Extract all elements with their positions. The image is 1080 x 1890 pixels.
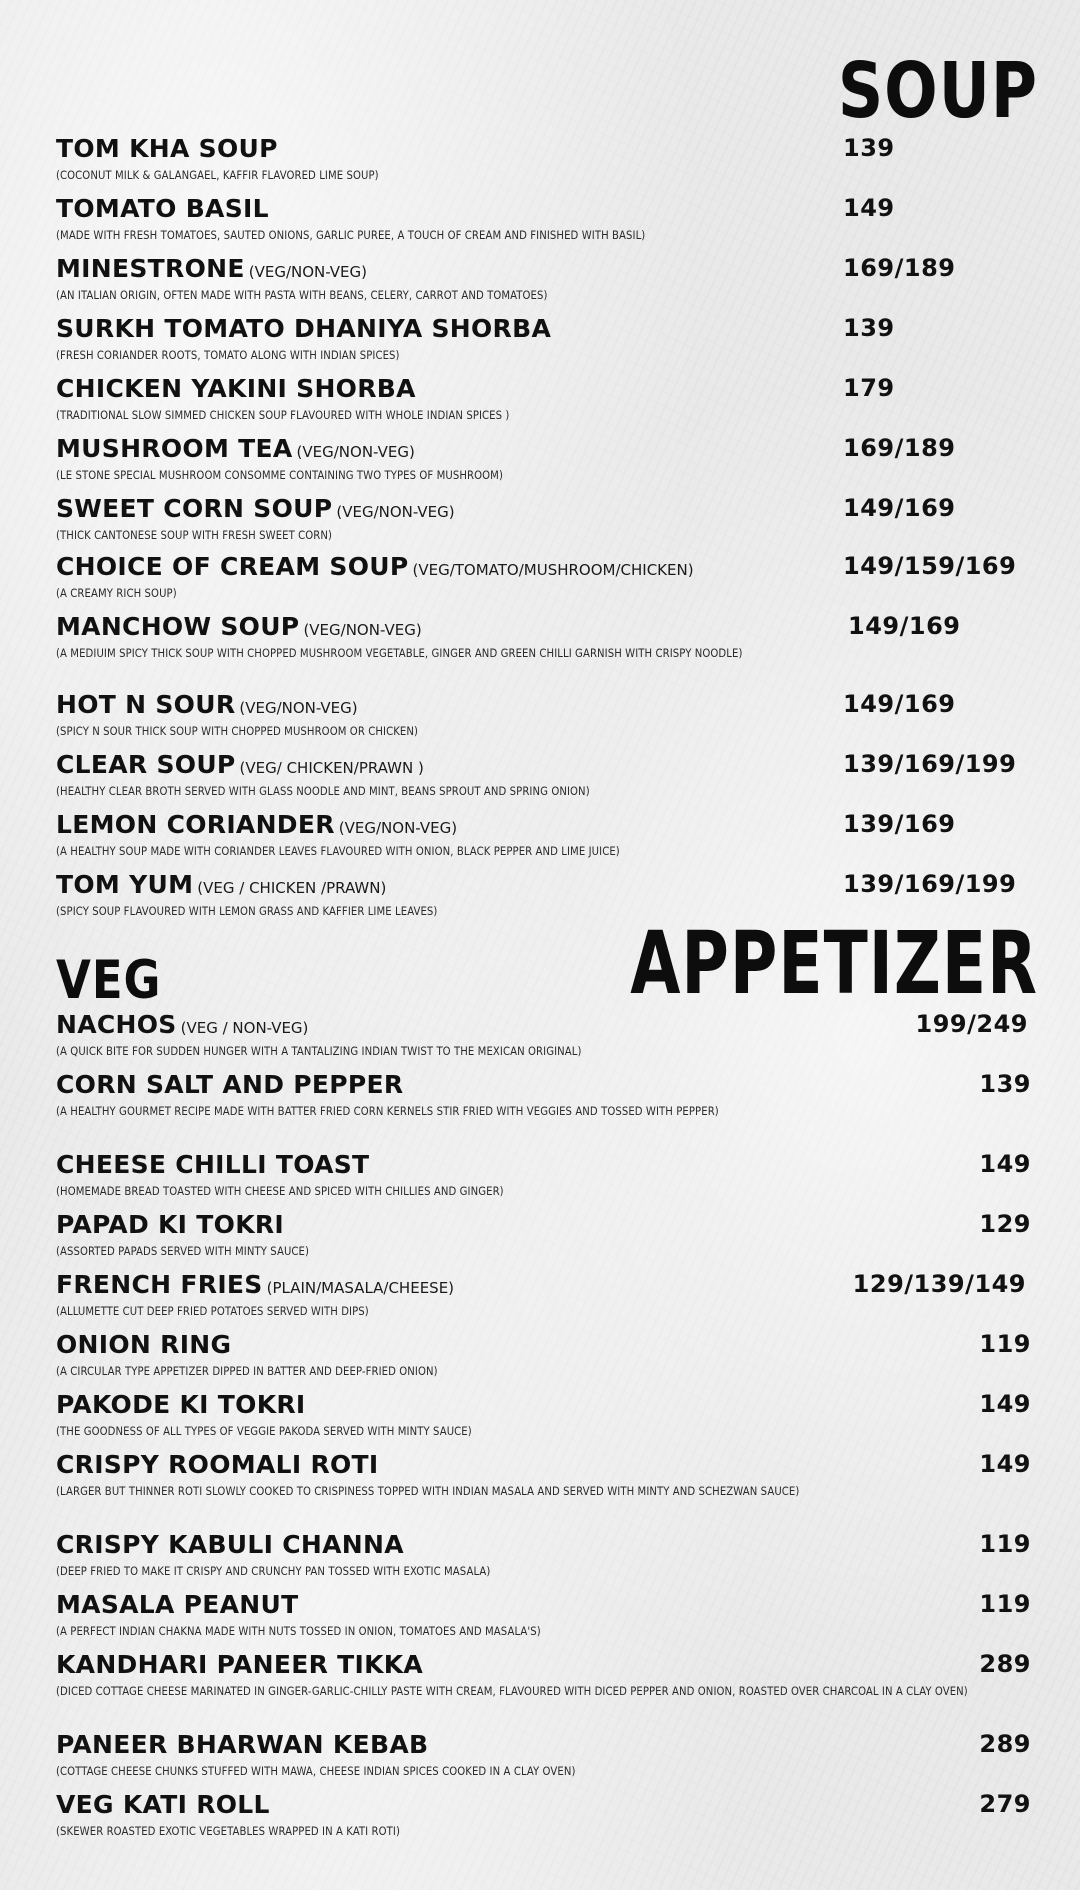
item-description: (A MEDIUIM SPICY THICK SOUP WITH CHOPPED MUSHROOM VEGETABLE, GINGER AND GREEN CHILLI GARNISH WITH CRISPY NOODLE) bbox=[56, 647, 743, 660]
item-description: (A CREAMY RICH SOUP) bbox=[56, 587, 177, 600]
menu-item bbox=[56, 494, 1036, 544]
item-price: 139 bbox=[843, 134, 895, 162]
item-description: (SPICY SOUP FLAVOURED WITH LEMON GRASS AND KAFFIER LIME LEAVES) bbox=[56, 905, 438, 918]
item-variant: (VEG / CHICKEN /PRAWN) bbox=[197, 879, 387, 897]
item-variant: (VEG/NON-VEG) bbox=[239, 699, 358, 717]
item-description: (A CIRCULAR TYPE APPETIZER DIPPED IN BATTER AND DEEP-FRIED ONION) bbox=[56, 1365, 438, 1378]
item-description: (THICK CANTONESE SOUP WITH FRESH SWEET CORN) bbox=[56, 529, 333, 542]
item-variant: (VEG/NON-VEG) bbox=[336, 503, 455, 521]
menu-item bbox=[56, 1330, 1036, 1380]
item-name: PAKODE KI TOKRI bbox=[56, 1390, 306, 1419]
item-name: MASALA PEANUT bbox=[56, 1590, 299, 1619]
item-price: 129 bbox=[979, 1210, 1031, 1238]
item-price: 149 bbox=[979, 1390, 1031, 1418]
item-variant: (PLAIN/MASALA/CHEESE) bbox=[266, 1279, 455, 1297]
item-name: CHOICE OF CREAM SOUP bbox=[56, 552, 409, 581]
item-price: 149/159/169 bbox=[843, 552, 1017, 580]
item-price: 199/249 bbox=[915, 1010, 1028, 1038]
item-description: (ASSORTED PAPADS SERVED WITH MINTY SAUCE) bbox=[56, 1245, 310, 1258]
item-name: NACHOS bbox=[56, 1010, 177, 1039]
item-name: MUSHROOM TEA bbox=[56, 434, 293, 463]
item-name: CRISPY KABULI CHANNA bbox=[56, 1530, 404, 1559]
menu-item bbox=[56, 1270, 1036, 1320]
menu-item bbox=[56, 1390, 1036, 1440]
item-price: 179 bbox=[843, 374, 895, 402]
item-name: CHICKEN YAKINI SHORBA bbox=[56, 374, 416, 403]
item-price: 169/189 bbox=[843, 254, 956, 282]
menu-item bbox=[56, 870, 1036, 920]
item-description: (A HEALTHY GOURMET RECIPE MADE WITH BATTER FRIED CORN KERNELS STIR FRIED WITH VEGGIES AND TOSSED WITH PEPPER) bbox=[56, 1105, 719, 1118]
menu-item bbox=[56, 552, 1036, 602]
item-price: 139 bbox=[979, 1070, 1031, 1098]
item-description: (SKEWER ROASTED EXOTIC VEGETABLES WRAPPED IN A KATI ROTI) bbox=[56, 1825, 400, 1838]
item-price: 139/169 bbox=[843, 810, 956, 838]
menu-item bbox=[56, 374, 1036, 424]
item-description: (A PERFECT INDIAN CHAKNA MADE WITH NUTS TOSSED IN ONION, TOMATOES AND MASALA'S) bbox=[56, 1625, 541, 1638]
item-description: (AN ITALIAN ORIGIN, OFTEN MADE WITH PASTA WITH BEANS, CELERY, CARROT AND TOMATOES) bbox=[56, 289, 548, 302]
menu-item bbox=[56, 1590, 1036, 1640]
item-name: FRENCH FRIES bbox=[56, 1270, 263, 1299]
item-price: 139/169/199 bbox=[843, 750, 1017, 778]
item-name: CHEESE CHILLI TOAST bbox=[56, 1150, 370, 1179]
item-price: 169/189 bbox=[843, 434, 956, 462]
item-price: 139 bbox=[843, 314, 895, 342]
item-description: (TRADITIONAL SLOW SIMMED CHICKEN SOUP FLAVOURED WITH WHOLE INDIAN SPICES ) bbox=[56, 409, 510, 422]
menu-item bbox=[56, 1070, 1036, 1120]
item-variant: (VEG/NON-VEG) bbox=[248, 263, 368, 281]
item-price: 149/169 bbox=[843, 690, 956, 718]
veg-section-heading: VEG bbox=[56, 949, 162, 1011]
item-price: 119 bbox=[979, 1530, 1031, 1558]
item-description: (A HEALTHY SOUP MADE WITH CORIANDER LEAVES FLAVOURED WITH ONION, BLACK PEPPER AND LIME JUICE) bbox=[56, 845, 620, 858]
item-price: 289 bbox=[979, 1730, 1031, 1758]
item-description: (SPICY N SOUR THICK SOUP WITH CHOPPED MUSHROOM OR CHICKEN) bbox=[56, 725, 419, 738]
item-variant: (VEG/ CHICKEN/PRAWN ) bbox=[239, 759, 424, 777]
item-description: (THE GOODNESS OF ALL TYPES OF VEGGIE PAKODA SERVED WITH MINTY SAUCE) bbox=[56, 1425, 472, 1438]
item-variant: (VEG/TOMATO/MUSHROOM/CHICKEN) bbox=[412, 561, 694, 579]
menu-item bbox=[56, 1450, 1036, 1500]
item-price: 149/169 bbox=[843, 494, 956, 522]
soup-section-heading: SOUP bbox=[837, 45, 1038, 136]
item-description: (DICED COTTAGE CHEESE MARINATED IN GINGER-GARLIC-CHILLY PASTE WITH CREAM, FLAVOURED WITH DICED PEPPER AND ONION, ROASTED OVER CHARCOAL IN A CLAY OVEN) bbox=[56, 1685, 968, 1698]
item-variant: (VEG/NON-VEG) bbox=[338, 819, 458, 837]
menu-item bbox=[56, 690, 1036, 740]
item-price: 119 bbox=[979, 1590, 1031, 1618]
menu-item bbox=[56, 1010, 1036, 1060]
item-name: CLEAR SOUP bbox=[56, 750, 236, 779]
item-name: LEMON CORIANDER bbox=[56, 810, 335, 839]
item-price: 149/169 bbox=[848, 612, 961, 640]
appetizer-section-heading: APPETIZER bbox=[630, 912, 1038, 1014]
item-description: (DEEP FRIED TO MAKE IT CRISPY AND CRUNCHY PAN TOSSED WITH EXOTIC MASALA) bbox=[56, 1565, 491, 1578]
item-name: KANDHARI PANEER TIKKA bbox=[56, 1650, 424, 1679]
item-name: PAPAD KI TOKRI bbox=[56, 1210, 285, 1239]
item-name: TOM YUM bbox=[56, 870, 194, 899]
item-name: ONION RING bbox=[56, 1330, 232, 1359]
item-name: PANEER BHARWAN KEBAB bbox=[56, 1730, 429, 1759]
menu-item bbox=[56, 750, 1036, 800]
item-variant: (VEG/NON-VEG) bbox=[303, 621, 422, 639]
item-description: (LE STONE SPECIAL MUSHROOM CONSOMME CONTAINING TWO TYPES OF MUSHROOM) bbox=[56, 469, 503, 482]
menu-item bbox=[56, 194, 1036, 244]
item-price: 279 bbox=[979, 1790, 1031, 1818]
item-description: (FRESH CORIANDER ROOTS, TOMATO ALONG WITH INDIAN SPICES) bbox=[56, 349, 400, 362]
item-name: SWEET CORN SOUP bbox=[56, 494, 333, 523]
menu-item bbox=[56, 434, 1036, 484]
item-name: TOM KHA SOUP bbox=[56, 134, 278, 163]
item-variant: (VEG / NON-VEG) bbox=[180, 1019, 309, 1037]
item-description: (HOMEMADE BREAD TOASTED WITH CHEESE AND SPICED WITH CHILLIES AND GINGER) bbox=[56, 1185, 504, 1198]
item-description: (MADE WITH FRESH TOMATOES, SAUTED ONIONS, GARLIC PUREE, A TOUCH OF CREAM AND FINISHED WITH BASIL) bbox=[56, 229, 646, 242]
item-price: 149 bbox=[843, 194, 895, 222]
menu-item bbox=[56, 1650, 1036, 1700]
item-name: CORN SALT AND PEPPER bbox=[56, 1070, 404, 1099]
item-name: MANCHOW SOUP bbox=[56, 612, 300, 641]
menu-item bbox=[56, 1790, 1036, 1840]
item-price: 149 bbox=[979, 1450, 1031, 1478]
item-description: (HEALTHY CLEAR BROTH SERVED WITH GLASS NOODLE AND MINT, BEANS SPROUT AND SPRING ONION) bbox=[56, 785, 590, 798]
menu-item bbox=[56, 1150, 1036, 1200]
item-description: (LARGER BUT THINNER ROTI SLOWLY COOKED TO CRISPINESS TOPPED WITH INDIAN MASALA AND SERVED WITH MINTY AND SCHEZWAN SAUCE) bbox=[56, 1485, 800, 1498]
item-description: (COTTAGE CHEESE CHUNKS STUFFED WITH MAWA, CHEESE INDIAN SPICES COOKED IN A CLAY OVEN) bbox=[56, 1765, 576, 1778]
item-price: 289 bbox=[979, 1650, 1031, 1678]
item-name: HOT N SOUR bbox=[56, 690, 236, 719]
menu-item bbox=[56, 314, 1036, 364]
menu-item bbox=[56, 1530, 1036, 1580]
item-name: MINESTRONE bbox=[56, 254, 245, 283]
menu-item bbox=[56, 1730, 1036, 1780]
item-description: (COCONUT MILK & GALANGAEL, KAFFIR FLAVORED LIME SOUP) bbox=[56, 169, 379, 182]
item-variant: (VEG/NON-VEG) bbox=[296, 443, 415, 461]
item-price: 139/169/199 bbox=[843, 870, 1017, 898]
item-name: TOMATO BASIL bbox=[56, 194, 269, 223]
item-price: 149 bbox=[979, 1150, 1031, 1178]
item-name: SURKH TOMATO DHANIYA SHORBA bbox=[56, 314, 552, 343]
menu-item bbox=[56, 134, 1036, 184]
menu-item bbox=[56, 1210, 1036, 1260]
menu-item bbox=[56, 254, 1036, 304]
menu-item bbox=[56, 810, 1036, 860]
item-description: (A QUICK BITE FOR SUDDEN HUNGER WITH A TANTALIZING INDIAN TWIST TO THE MEXICAN ORIGINAL) bbox=[56, 1045, 582, 1058]
item-description: (ALLUMETTE CUT DEEP FRIED POTATOES SERVED WITH DIPS) bbox=[56, 1305, 369, 1318]
item-name: VEG KATI ROLL bbox=[56, 1790, 270, 1819]
item-name: CRISPY ROOMALI ROTI bbox=[56, 1450, 379, 1479]
menu-item bbox=[56, 612, 1036, 662]
item-price: 129/139/149 bbox=[852, 1270, 1026, 1298]
item-price: 119 bbox=[979, 1330, 1031, 1358]
